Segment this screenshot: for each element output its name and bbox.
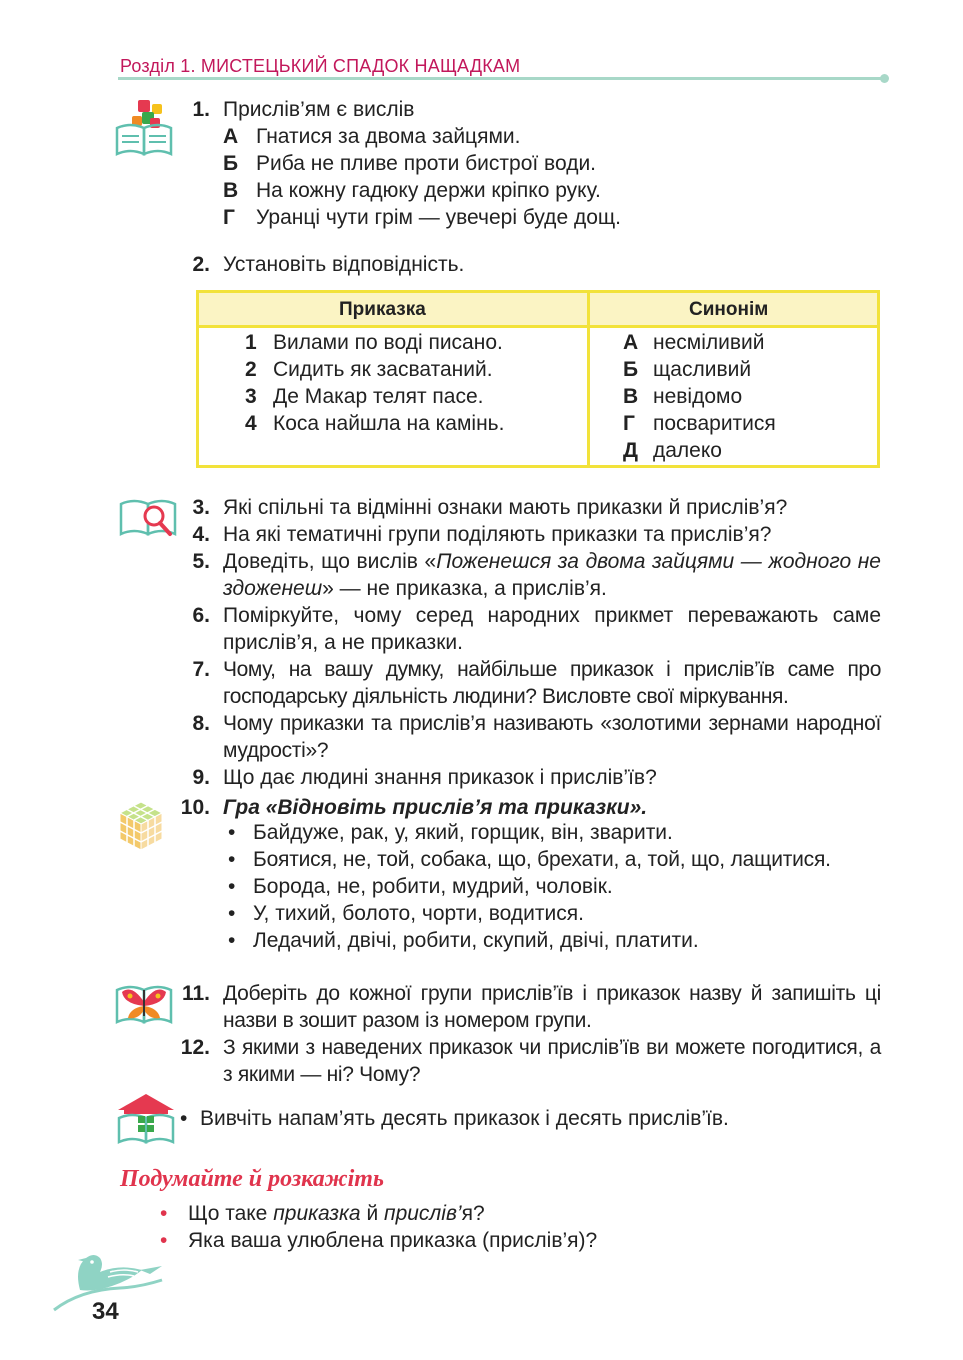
homework-bullet: • xyxy=(180,1107,188,1130)
q7-number: 7. xyxy=(192,658,210,681)
q5-text xyxy=(223,548,881,602)
table-header-right: Синонім xyxy=(689,299,769,320)
table-header xyxy=(199,293,877,328)
think-item-1-post: я? xyxy=(461,1202,485,1225)
left-item-text: Сидить як засватаний. xyxy=(273,358,493,381)
left-item-text: Коса найшла на камінь. xyxy=(273,412,505,435)
q1-option-letter: Г xyxy=(223,206,235,229)
q3-text: Які спільні та відмінні ознаки мають приказки й прислів’я? xyxy=(223,496,788,519)
q10-bullet: • xyxy=(228,929,236,952)
q10-item: Ледачий, двічі, робити, скупий, двічі, платити. xyxy=(253,929,699,952)
q2-text: Установіть відповідність. xyxy=(223,253,465,276)
q8-text: Чому приказки та прислів’я називають «золотими зернами народної мудрості»? xyxy=(223,712,881,762)
q1-text: Прислів’ям є вислів xyxy=(223,98,415,121)
page-number: 34 xyxy=(92,1298,119,1325)
q6-text: Поміркуйте, чому серед народних прикмет переважають саме прислів’я, а не приказки. xyxy=(223,604,881,654)
q2-number: 2. xyxy=(192,253,210,276)
q10-item: Боятися, не, той, собака, що, брехати, а, той, що, лащитися. xyxy=(253,848,831,871)
q9-number: 9. xyxy=(192,766,210,789)
right-item-text: посваритися xyxy=(653,412,776,435)
section-title: Подумайте й розкажіть xyxy=(120,1166,384,1192)
homework-text: Вивчіть напам’ять десять приказок і десять прислів’їв. xyxy=(200,1107,729,1130)
think-item-1-mid: й xyxy=(360,1202,385,1225)
q5-text-pre: Доведіть, що вислів « xyxy=(223,550,437,573)
think-item-1 xyxy=(188,1202,485,1226)
q10-bullet: • xyxy=(228,875,236,898)
q11-number: 11. xyxy=(181,982,210,1005)
q1-option-text: Уранці чути грім — увечері буде дощ. xyxy=(256,206,621,229)
q9-text: Що дає людині знання приказок і прислів’їв? xyxy=(223,766,657,789)
right-item-letter: В xyxy=(623,385,639,408)
q8-number: 8. xyxy=(192,712,210,735)
q5-quote: Поженешся за двома зайцями — жодного не здоженеш xyxy=(223,550,881,600)
q10-bullet: • xyxy=(228,821,236,844)
right-item-letter: А xyxy=(623,331,639,354)
q10-number: 10. xyxy=(180,796,210,819)
q1-option-text: Гнатися за двома зайцями. xyxy=(256,125,521,148)
think-bullet: • xyxy=(160,1229,168,1252)
think-item-1-term-1: приказка xyxy=(273,1202,361,1225)
q11-text: Доберіть до кожної групи прислів’їв і приказок назву й запишіть ці назви в зошит разом із номером групи. xyxy=(223,982,881,1032)
right-item-text: щасливий xyxy=(653,358,752,381)
rubiks-cube-icon xyxy=(118,800,164,852)
table-divider xyxy=(587,293,590,465)
left-item-number: 3 xyxy=(245,385,257,408)
q1-option-letter: А xyxy=(223,125,239,148)
right-item-text: несміливий xyxy=(653,331,765,354)
q5-number: 5. xyxy=(192,550,210,573)
right-item-letter: Д xyxy=(623,439,638,462)
house-book-icon xyxy=(114,1090,178,1146)
q1-number: 1. xyxy=(192,98,210,121)
left-item-text: Вилами по воді писано. xyxy=(273,331,503,354)
left-item-number: 2 xyxy=(245,358,257,381)
q10-item: У, тихий, болото, чорти, водитися. xyxy=(253,902,584,925)
think-item-1-term-2: прислів’ xyxy=(384,1202,462,1225)
q10-item: Байдуже, рак, у, який, горщик, він, зварити. xyxy=(253,821,673,844)
left-item-text: Де Макар телят пасе. xyxy=(273,385,484,408)
q1-option-letter: Б xyxy=(223,152,239,175)
q10-bullet: • xyxy=(228,848,236,871)
think-item-1-pre: Що таке xyxy=(188,1202,274,1225)
left-item-number: 4 xyxy=(245,412,257,435)
matching-table xyxy=(196,290,880,468)
left-item-number: 1 xyxy=(245,331,257,354)
think-bullet: • xyxy=(160,1202,168,1225)
table-header-left: Приказка xyxy=(339,299,426,320)
header-rule xyxy=(118,77,884,80)
running-header: Розділ 1. МИСТЕЦЬКИЙ СПАДОК НАЩАДКАМ xyxy=(120,56,521,76)
q3-number: 3. xyxy=(192,496,210,519)
right-item-letter: Б xyxy=(623,358,639,381)
q7-text: Чому, на вашу думку, найбільше приказок і прислів’їв саме про господарську діяльність людини? Висловте свої міркування. xyxy=(223,658,881,708)
q4-text: На які тематичні групи поділяють приказки та прислів’я? xyxy=(223,523,772,546)
think-item-2: Яка ваша улюблена приказка (прислів’я)? xyxy=(188,1229,598,1252)
q10-title: Гра «Відновіть прислів’я та приказки». xyxy=(223,796,648,819)
right-item-letter: Г xyxy=(623,412,635,435)
q1-option-text: Риба не пливе проти бистрої води. xyxy=(256,152,597,175)
right-item-text: невідомо xyxy=(653,385,743,408)
q10-bullet: • xyxy=(228,902,236,925)
header-rule-dot xyxy=(880,74,889,83)
q12-text: З якими з наведених приказок чи прислів’їв ви можете погодитися, а з якими — ні? Чому? xyxy=(223,1036,881,1086)
right-item-text: далеко xyxy=(653,439,722,462)
q5-text-post: » — не приказка, а прислів’я. xyxy=(322,577,607,600)
q1-option-letter: В xyxy=(223,179,239,202)
q4-number: 4. xyxy=(192,523,210,546)
q1-option-text: На кожну гадюку держи кріпко руку. xyxy=(256,179,601,202)
q12-number: 12. xyxy=(180,1036,210,1059)
q10-item: Борода, не, робити, мудрий, чоловік. xyxy=(253,875,613,898)
q6-number: 6. xyxy=(192,604,210,627)
